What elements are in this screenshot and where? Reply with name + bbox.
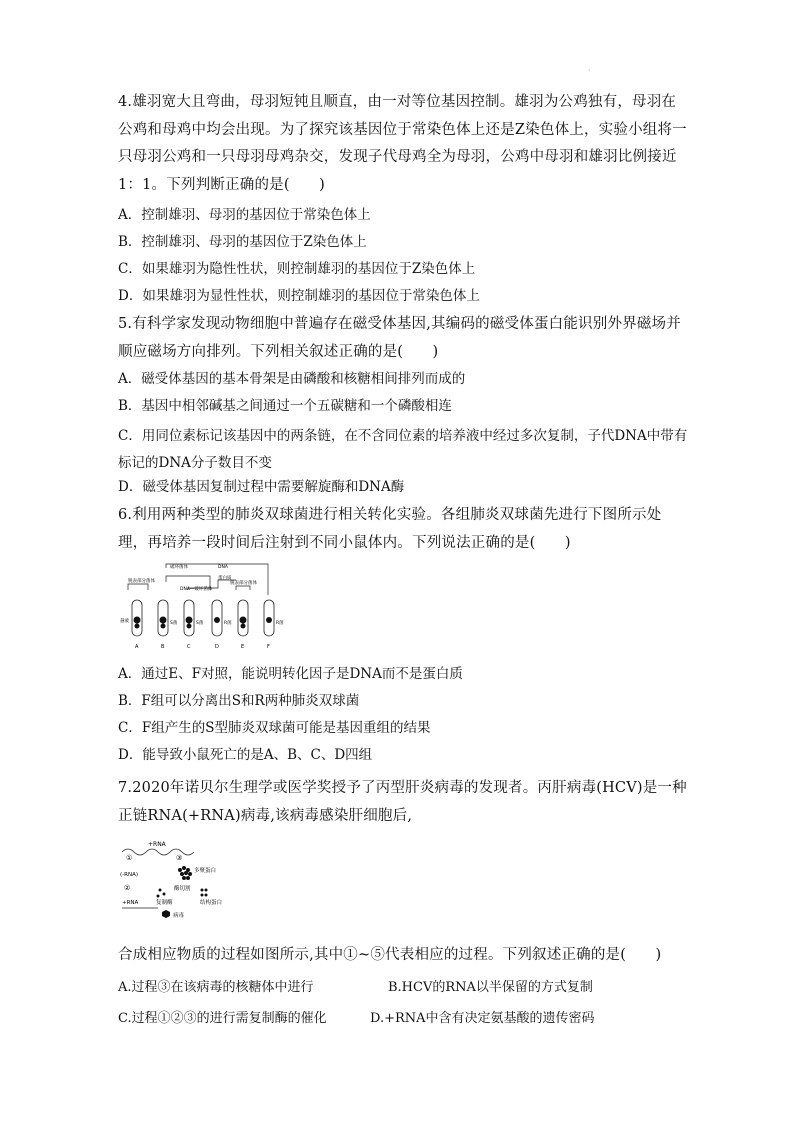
q4-option-b: B．控制雄羽、母羽的基因位于Z染色体上 (118, 234, 367, 250)
fig6-broken: 破坏菌体 (170, 565, 188, 570)
fig6-separated-2: 脱表部分菌体 (230, 581, 257, 586)
q7-option-a: A.过程③在该病毒的核糖体中进行 (118, 980, 314, 995)
fig7-polyprotein: 多聚蛋白 (194, 868, 217, 874)
fig7-minus-rna: (-RNA) (120, 872, 138, 878)
fig6-s-bac-1: S菌 (170, 621, 178, 626)
q4-option-c: C．如果雄羽为隐性性状，则控制雄羽的基因位于Z染色体上 (118, 261, 476, 277)
fig6-tube-labels (135, 644, 270, 650)
fig6-left-label: 悬液 (120, 619, 129, 624)
q6-option-b: B．F组可以分离出S和R两种肺炎双球菌 (118, 693, 360, 709)
fig6-dna-broken: DNA—破坏菌体 (180, 587, 213, 592)
fig6-protein: 蛋白质 (218, 576, 232, 581)
fig6-dna: DNA (218, 565, 228, 570)
q6-option-d: D．能导致小鼠死亡的是A、B、C、D四组 (118, 747, 373, 763)
q4-stem: 4.雄羽宽大且弯曲，母羽短钝且顺直，由一对等位基因控制。雄羽为公鸡独有，母羽在公鸡和母鸡中均会出现。为了探究该基因位于常染色体上还是Z染色体上，实验小组将一只母羽公鸡和一只母羽母鸡杂交，发现子代母鸡全为母羽，公鸡中母羽和雄羽比例接近1：1。下列判断正确的是( ) (118, 94, 687, 193)
fig7-protease: 酶切割 (174, 886, 191, 892)
fig7-virus: 病毒 (173, 913, 185, 919)
q5-stem: 5.有科学家发现动物细胞中普遍存在磁受体基因,其编码的磁受体蛋白能识别外界磁场并顺应磁场方向排列。下列相关叙述正确的是( ) (118, 316, 681, 360)
fig7-polyprotein-cluster (178, 866, 192, 880)
fig7-replicase: 复制酶 (156, 900, 173, 906)
fig7-step-2: ② (124, 884, 131, 892)
fig6-s-bac-2: S菌 (196, 621, 204, 626)
fig7-plus-rna-top: +RNA (148, 841, 166, 848)
q6-stem: 6.利用两种类型的肺炎双球菌进行相关转化实验。各组肺炎双球菌先进行下图所示处理，再培养一段时间后注射到不同小鼠体内。下列说法正确的是( ) (118, 507, 662, 551)
q7-option-b: B.HCV的RNA以半保留的方式复制 (388, 980, 593, 995)
q5-option-a: A．磁受体基因的基本骨架是由磷酸和核糖相间排列而成的 (118, 371, 466, 387)
fig6-r-bac-2: R菌 (276, 621, 284, 626)
fig6-tubes (132, 600, 274, 636)
fig7-plus-rna-bottom: +RNA (122, 900, 139, 906)
page-mark: · (588, 66, 591, 75)
q7-stem-part2: 合成相应物质的过程如图所示,其中①~⑤代表相应的过程。下列叙述正确的是( ) (118, 947, 662, 963)
fig7-rna-wave-top (122, 849, 194, 855)
q7-option-d: D.+RNA中含有决定氨基酸的遗传密码 (370, 1011, 595, 1026)
fig6-separated: 脱表部分菌体 (128, 579, 155, 584)
hcv-replication-figure (118, 838, 238, 920)
svg-text:E: E (241, 644, 245, 650)
fig6-r-bac-1: R菌 (224, 621, 232, 626)
q5-option-c: C．用同位素标记该基因中的两条链，在不含同位素的培养液中经过多次复制，子代DNA中带有标记的DNA分子数目不变 (118, 428, 688, 471)
svg-text:C: C (187, 644, 191, 650)
svg-text:B: B (161, 644, 165, 650)
svg-text:A: A (135, 644, 139, 650)
fig7-structural: 结构蛋白 (200, 900, 223, 906)
fig7-step-1: ① (126, 854, 133, 862)
q7-option-c: C.过程①②③的进行需复制酶的催化 (118, 1011, 327, 1026)
transformation-experiment-figure (118, 560, 298, 655)
virus-icon (162, 910, 170, 918)
q4-option-a: A．控制雄羽、母羽的基因位于常染色体上 (118, 207, 371, 223)
svg-text:D: D (215, 644, 219, 650)
fig7-step-3: ③ (176, 854, 183, 862)
q5-option-d: D．磁受体基因复制过程中需要解旋酶和DNA酶 (118, 479, 405, 495)
q7-stem-part1: 7.2020年诺贝尔生理学或医学奖授予了丙型肝炎病毒的发现者。丙肝病毒(HCV)是一种正链RNA(+RNA)病毒,该病毒感染肝细胞后, (118, 780, 687, 824)
svg-text:F: F (267, 644, 270, 650)
q6-option-a: A．通过E、F对照，能说明转化因子是DNA而不是蛋白质 (118, 666, 463, 682)
q4-option-d: D．如果雄羽为显性性状，则控制雄羽的基因位于常染色体上 (118, 288, 480, 304)
q6-option-c: C．F组产生的S型肺炎双球菌可能是基因重组的结果 (118, 720, 431, 736)
q5-option-b: B．基因中相邻碱基之间通过一个五碳糖和一个磷酸相连 (118, 398, 452, 414)
